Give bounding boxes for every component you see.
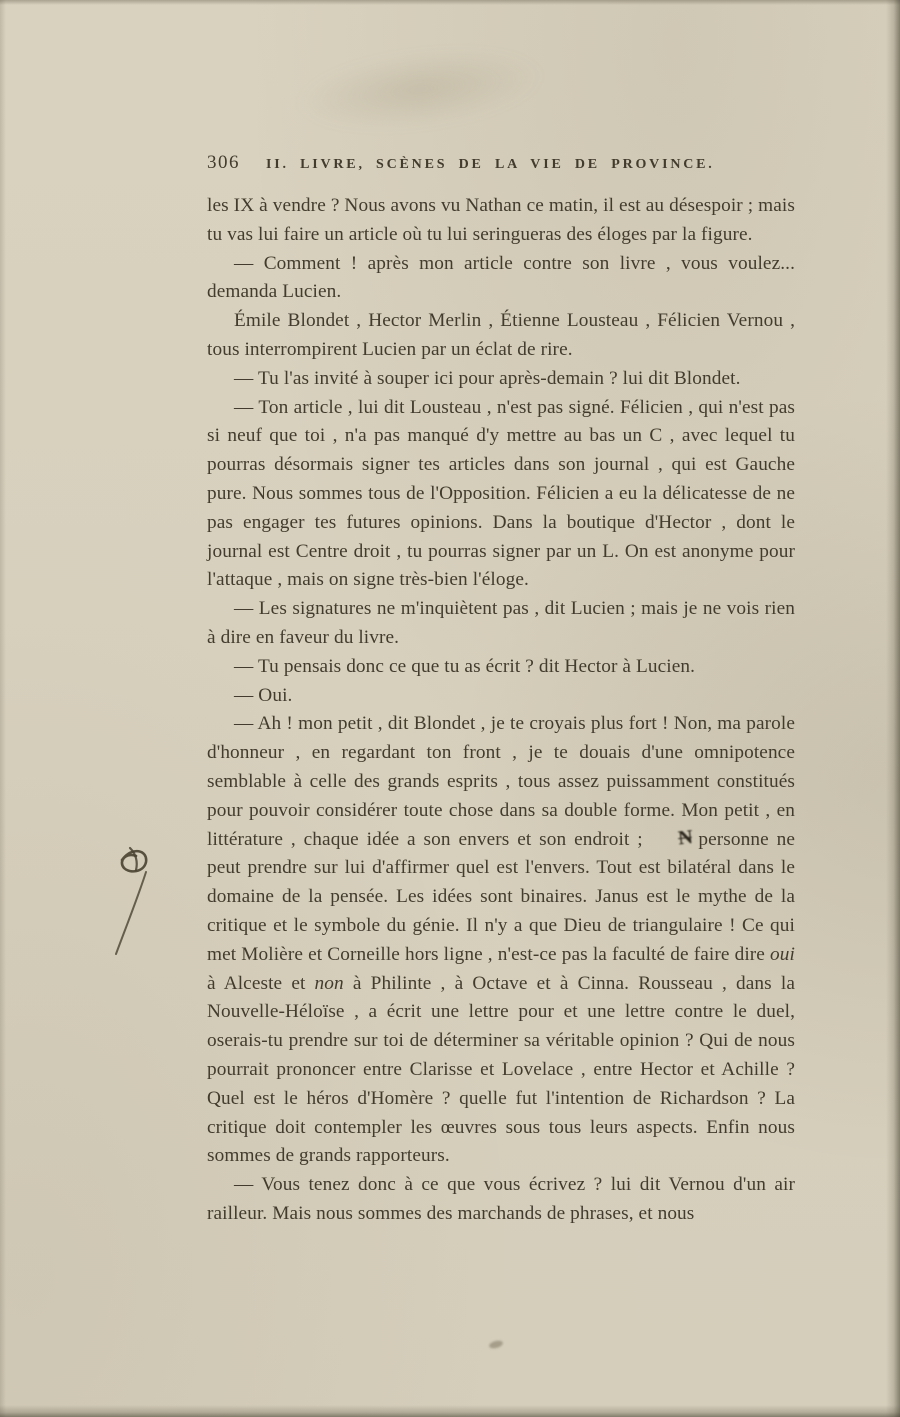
- paragraph: [207, 653, 795, 682]
- paragraph: [207, 365, 795, 394]
- paragraph: [207, 307, 795, 365]
- paragraph: [207, 682, 795, 711]
- text-segment: — Comment ! après mon article contre son livre , vous voulez... demanda Lucien.: [207, 252, 795, 303]
- running-title: II. LIVRE, SCÈNES DE LA VIE DE PROVINCE.: [266, 157, 715, 172]
- page-edge-shadow-right: [886, 0, 900, 1417]
- margin-annotation: [100, 842, 170, 962]
- text-segment: à Philinte , à Octave et à Cinna. Rousseau , dans la Nouvelle-Héloïse , a écrit une lettre pour et une lettre contre le duel, oserais-tu prendre sur toi de déterminer sa véritable opinion ? Qui de nous pourrait prononcer entre Clarisse et Lovelace , entre Hector et Achille ? Quel est le héros d'Homère ? quelle fut l'intention de Richardson ? La critique doit contempler les œuvres sous tous leurs aspects. Enfin nous sommes de grands rapporteurs.: [207, 972, 795, 1167]
- paragraph: [207, 192, 795, 250]
- text-segment: — Ton article , lui dit Lousteau , n'est pas signé. Félicien , qui n'est pas si neuf que toi , n'a pas manqué d'y mettre au bas un C , avec lequel tu pourras désormais signer tes articles dans son journal , qui est Gauche pure. Nous sommes tous de l'Opposition. Félicien a eu la délicatesse de ne pas engager tes futures opinions. Dans la boutique d'Hector , dont le journal est Centre droit , tu pourras signer par un L. On est anonyme pour l'attaque , mais on signe très-bien l'éloge.: [207, 396, 795, 591]
- paragraph: [207, 710, 795, 1171]
- ink-smudge: [488, 1339, 503, 1349]
- page-header: [207, 152, 795, 174]
- text-segment: — Ah ! mon petit , dit Blondet , je te croyais plus fort ! Non, ma parole d'honneur , en regardant ton front , je te douais d'une omnipotence semblable à celle des grands esprits , tous assez puissamment constitués pour pouvoir considérer toute chose dans sa double forme. Mon petit , en littérature , chaque idée a son envers et son endroit ;: [207, 713, 795, 850]
- text-block: [207, 192, 795, 1229]
- page-number: 306: [207, 152, 240, 173]
- paragraph: [207, 595, 795, 653]
- ink-blot-mark: N: [676, 825, 693, 850]
- italic-text: non: [314, 972, 344, 994]
- paragraph: [207, 394, 795, 596]
- ink-bleed-through: [291, 37, 548, 142]
- text-segment: — Tu pensais donc ce que tu as écrit ? dit Hector à Lucien.: [234, 655, 696, 677]
- page-edge-shadow-top: [0, 0, 900, 5]
- page-edge-shadow-bottom: [0, 1405, 900, 1417]
- text-segment: — Tu l'as invité à souper ici pour après-demain ? lui dit Blondet.: [234, 367, 741, 389]
- text-segment: les IX à vendre ? Nous avons vu Nathan ce matin, il est au désespoir ; mais tu vas lui faire un article où tu lui seringueras des éloges par la figure.: [207, 195, 795, 245]
- italic-text: oui: [770, 943, 795, 965]
- text-segment: — Oui.: [234, 684, 293, 706]
- text-segment: personne ne peut prendre sur lui d'affirmer quel est l'envers. Tout est bilatéral dans le domaine de la pensée. Les idées sont binaires. Janus est le mythe de la critique et le symbole du génie. Il n'y a que Dieu de triangulaire ! Ce qui met Molière et Corneille hors ligne , n'est-ce pas la faculté de faire dire: [207, 828, 795, 965]
- text-segment: — Les signatures ne m'inquiètent pas , dit Lucien ; mais je ne vois rien à dire en faveur du livre.: [207, 598, 795, 648]
- paragraph: [207, 1171, 795, 1229]
- text-segment: Émile Blondet , Hector Merlin , Étienne Lousteau , Félicien Vernou , tous interrompirent Lucien par un éclat de rire.: [207, 310, 795, 360]
- paragraph: [207, 250, 795, 308]
- text-segment: à Alceste et: [207, 972, 315, 994]
- page-edge-shadow-left: [0, 0, 6, 1417]
- text-segment: — Vous tenez donc à ce que vous écrivez ? lui dit Vernou d'un air railleur. Mais nous sommes des marchands de phrases, et nous: [207, 1174, 795, 1224]
